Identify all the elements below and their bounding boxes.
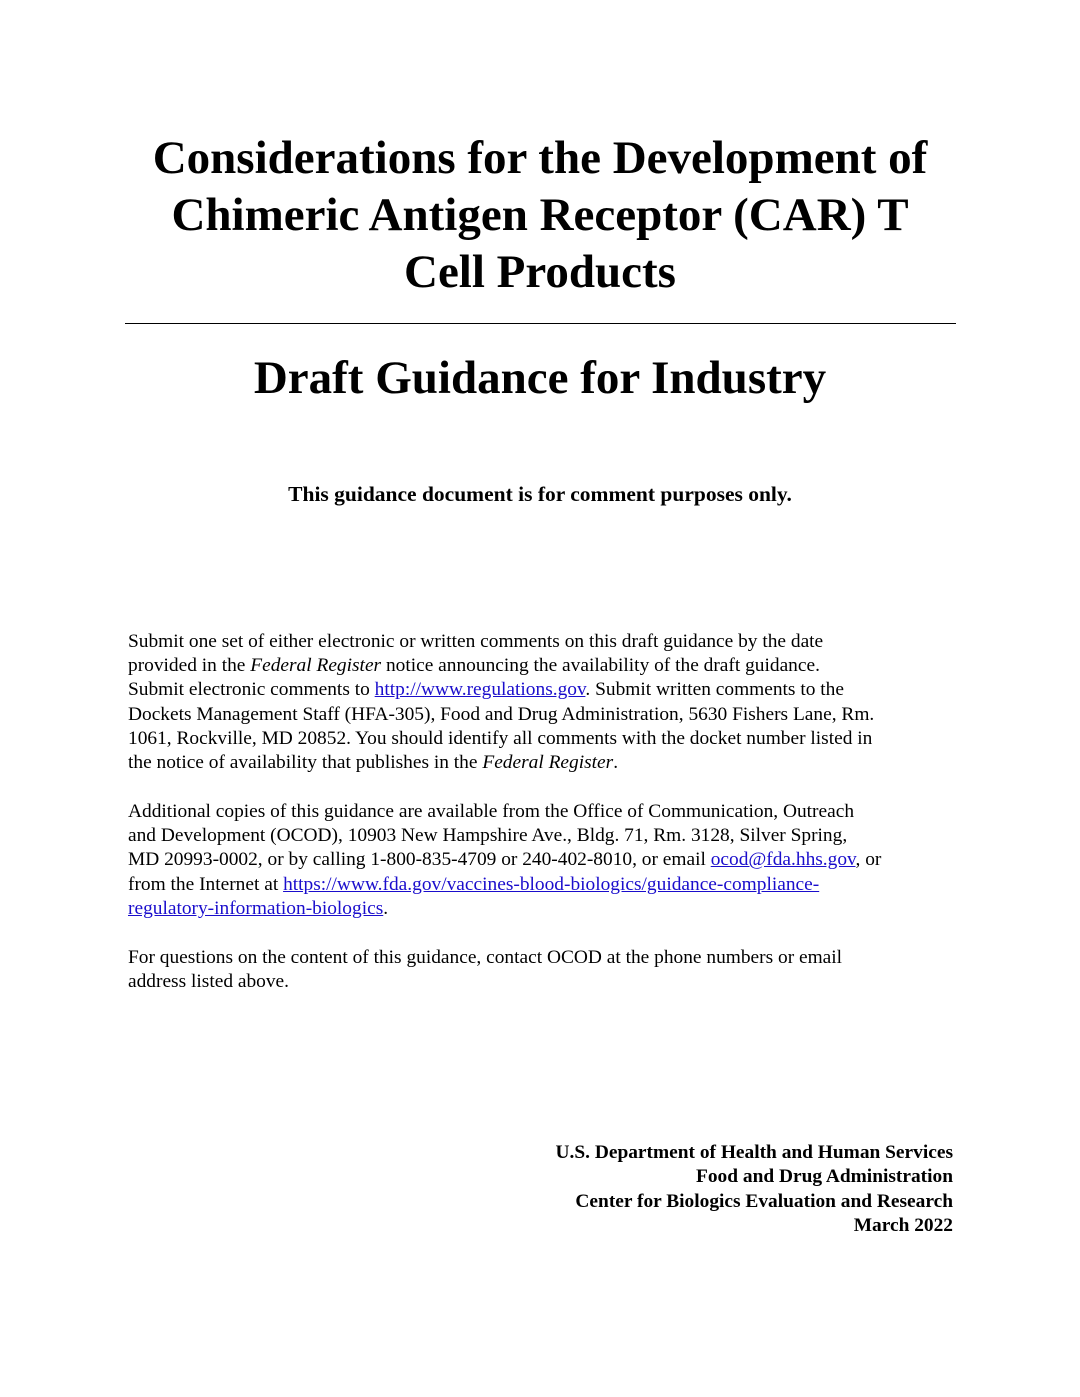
para1-line-6-text: the notice of availability that publishes in the <box>128 752 483 774</box>
administration-name: Food and Drug Administration <box>696 1166 953 1188</box>
title-divider <box>125 323 956 324</box>
para1-line-2 <box>128 654 958 678</box>
para3-line-2: address listed above. <box>128 971 290 993</box>
document-title <box>100 130 980 301</box>
para2-line-5 <box>128 897 958 921</box>
para1-line-4: Dockets Management Staff (HFA-305), Food and Drug Administration, 5630 Fishers Lane, Rm. <box>128 703 875 725</box>
federal-register-italic-2: Federal Register <box>482 752 614 774</box>
para2-line-3-text: MD 20993-0002, or by calling 1-800-835-4709 or 240-402-8010, or email <box>128 849 711 871</box>
fda-guidance-link-part-2[interactable]: regulatory-information-biologics <box>128 897 384 919</box>
para2-line-5-text-end: . <box>383 897 389 919</box>
submit-comments-paragraph <box>128 630 958 775</box>
para1-line-2-text-end: notice announcing the availability of the draft guidance. <box>381 655 820 677</box>
para2-line-2: and Development (OCOD), 10903 New Hampshire Ave., Bldg. 71, Rm. 3128, Silver Spring, <box>128 825 848 847</box>
para1-line-1: Submit one set of either electronic or written comments on this draft guidance by the date <box>128 631 824 652</box>
title-line-1: Considerations for the Development of <box>152 132 928 184</box>
comment-purpose-notice: This guidance document is for comment purposes only. <box>288 482 792 506</box>
additional-copies-paragraph <box>128 800 958 921</box>
para1-line-6 <box>128 751 958 775</box>
para1-line-3 <box>128 678 958 702</box>
para1-line-5: 1061, Rockville, MD 20852. You should identify all comments with the docket number listed in <box>128 727 873 749</box>
questions-contact-paragraph <box>128 946 958 994</box>
federal-register-italic: Federal Register <box>250 655 382 677</box>
para2-line-3 <box>128 848 958 872</box>
para2-line-4 <box>128 873 958 897</box>
para2-line-3-text-end: , or <box>855 849 882 871</box>
para1-line-2-text: provided in the <box>128 655 251 677</box>
agency-attribution <box>556 1141 954 1239</box>
para1-line-6-text-end: . <box>613 752 619 774</box>
para2-line-1: Additional copies of this guidance are available from the Office of Communication, Outreach <box>128 801 855 822</box>
center-name: Center for Biologics Evaluation and Research <box>575 1190 953 1212</box>
ocod-email-link[interactable]: ocod@fda.hhs.gov <box>710 849 856 871</box>
title-line-3: Cell Products <box>404 246 676 298</box>
fda-guidance-link-part-1[interactable]: https://www.fda.gov/vaccines-blood-biologics/guidance-compliance- <box>283 873 820 895</box>
para3-line-1: For questions on the content of this guidance, contact OCOD at the phone numbers or email <box>128 947 843 968</box>
para2-line-4-text: from the Internet at <box>128 873 284 895</box>
regulations-gov-link[interactable]: http://www.regulations.gov <box>374 679 586 701</box>
para1-line-3-text-end: . Submit written comments to the <box>585 679 844 701</box>
document-type-heading: Draft Guidance for Industry <box>253 352 827 404</box>
title-line-2: Chimeric Antigen Receptor (CAR) T <box>171 189 909 241</box>
department-name: U.S. Department of Health and Human Services <box>555 1142 953 1163</box>
para1-line-3-text: Submit electronic comments to <box>128 679 375 701</box>
publication-date: March 2022 <box>853 1215 953 1237</box>
